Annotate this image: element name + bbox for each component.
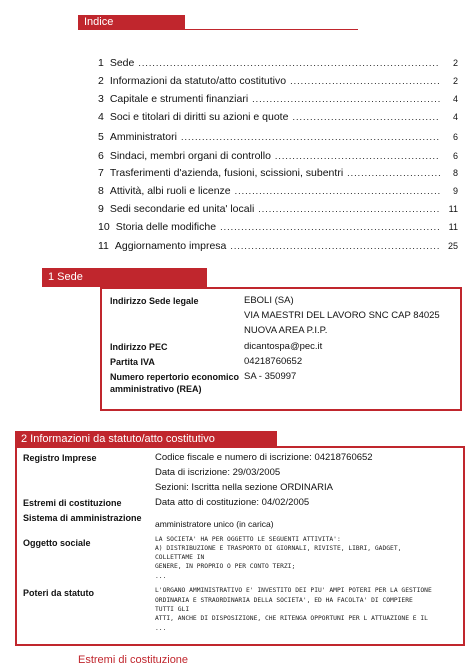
- toc-item-page: 11: [448, 204, 458, 214]
- toc-item-leader-dots: [138, 56, 440, 71]
- toc-item-number: 6: [98, 150, 104, 162]
- toc-item-page: 4: [452, 94, 458, 104]
- toc-item-leader-dots: [235, 184, 440, 199]
- index-title: Indice: [84, 16, 114, 28]
- toc-item-label: Amministratori: [109, 131, 177, 143]
- toc-item-label: Informazioni da statuto/atto costitutivo: [109, 75, 287, 87]
- toc-item-number: 4: [98, 111, 104, 123]
- toc-item-page: 11: [448, 222, 458, 232]
- oggetto-line-1: LA SOCIETA' HA PER OGGETTO LE SEGUENTI ATTIVITA':: [155, 536, 341, 543]
- sistema-label: Sistema di amministrazione: [23, 513, 142, 523]
- statuto-title: 2 Informazioni da statuto/atto costitutivo: [21, 433, 215, 445]
- toc-item-number: 7: [98, 167, 104, 179]
- toc-item-page: 6: [452, 132, 458, 142]
- toc-item-leader-dots: [290, 74, 440, 89]
- index-banner: [78, 15, 185, 30]
- index-banner-underline: [78, 29, 358, 30]
- oggetto-line-3: COLLETTAME IN: [155, 554, 205, 561]
- toc-item-leader-dots: [292, 110, 440, 125]
- toc-item-leader-dots: [230, 239, 440, 254]
- toc-item-leader-dots: [275, 149, 440, 164]
- indirizzo-line-1: EBOLI (SA): [244, 295, 294, 306]
- estremi-value: Data atto di costituzione: 04/02/2005: [155, 497, 310, 508]
- next-section-title: Estremi di costituzione: [78, 654, 189, 666]
- toc-item-label: Trasferimenti d'azienda, fusioni, scissioni, subentri: [109, 167, 344, 179]
- toc-item-label: Sindaci, membri organi di controllo: [109, 150, 271, 162]
- poteri-line-2: ORDINARIA E STRAORDINARIA DELLA SOCIETA', ED HA FACOLTA' DI COMPIERE: [155, 597, 413, 604]
- poteri-line-5: ...: [155, 625, 167, 632]
- toc-item-label: Sedi secondarie ed unita' locali: [109, 203, 255, 215]
- oggetto-line-2: A) DISTRIBUZIONE E TRASPORTO DI GIORNALI, RIVISTE, LIBRI, GADGET,: [155, 545, 402, 552]
- toc-item-leader-dots: [347, 166, 440, 181]
- pec-value: dicantospa@pec.it: [244, 341, 323, 352]
- toc-item-label: Capitale e strumenti finanziari: [109, 93, 249, 105]
- toc-item-label: Sede: [109, 57, 135, 69]
- sistema-value: amministratore unico (in carica): [155, 519, 274, 529]
- toc-item-number: 10: [98, 221, 110, 233]
- toc-item-number: 8: [98, 185, 104, 197]
- toc-item-page: 25: [447, 241, 458, 251]
- toc-item[interactable]: [98, 56, 458, 71]
- toc-item-label: Attività, albi ruoli e licenze: [109, 185, 231, 197]
- toc-item-leader-dots: [258, 202, 440, 217]
- poteri-line-1: L'ORGANO AMMINISTRATIVO E' INVESTITO DEI PIU' AMPI POTERI PER LA GESTIONE: [155, 587, 432, 594]
- sede-title: 1 Sede: [48, 271, 83, 283]
- rea-label-line-1: Numero repertorio economico: [110, 372, 240, 382]
- toc-item[interactable]: [98, 130, 458, 145]
- toc-item-number: 1: [98, 57, 104, 69]
- toc-item-label: Aggiornamento impresa: [114, 240, 227, 252]
- toc-item[interactable]: [98, 220, 458, 235]
- registro-line-3: Sezioni: Iscritta nella sezione ORDINARIA: [155, 482, 333, 493]
- oggetto-line-4: GENERE, IN PROPRIO O PER CONTO TERZI;: [155, 563, 296, 570]
- indirizzo-line-3: NUOVA AREA P.I.P.: [244, 325, 328, 336]
- poteri-line-4: ATTI, ANCHE DI DISPOSIZIONE, CHE RITENGA OPPORTUNI PER L ATTUAZIONE E IL: [155, 615, 428, 622]
- toc-item-page: 6: [452, 151, 458, 161]
- poteri-line-3: TUTTI GLI: [155, 606, 190, 613]
- indirizzo-label: Indirizzo Sede legale: [110, 296, 199, 306]
- registro-line-2: Data di iscrizione: 29/03/2005: [155, 467, 281, 478]
- toc-item-number: 9: [98, 203, 104, 215]
- toc-item[interactable]: [98, 92, 458, 107]
- toc-item-number: 11: [98, 240, 109, 252]
- toc-item-label: Storia delle modifiche: [115, 221, 217, 233]
- iva-value: 04218760652: [244, 356, 303, 367]
- toc-item-leader-dots: [181, 130, 440, 145]
- toc-item-leader-dots: [252, 92, 440, 107]
- sede-banner: [42, 268, 207, 287]
- rea-label-line-2: amministrativo (REA): [110, 384, 202, 394]
- poteri-label: Poteri da statuto: [23, 588, 95, 598]
- toc-item-page: 2: [452, 76, 458, 86]
- registro-line-1: Codice fiscale e numero di iscrizione: 04218760652: [155, 452, 373, 463]
- toc-item[interactable]: [98, 74, 458, 89]
- toc-item[interactable]: [98, 166, 458, 181]
- toc-item[interactable]: [98, 149, 458, 164]
- toc-item-page: 8: [452, 168, 458, 178]
- toc-item-leader-dots: [220, 220, 440, 235]
- pec-label: Indirizzo PEC: [110, 342, 168, 352]
- toc-item[interactable]: [98, 110, 458, 125]
- estremi-label: Estremi di costituzione: [23, 498, 122, 508]
- toc-item-page: 9: [452, 186, 458, 196]
- toc-item-page: 4: [452, 112, 458, 122]
- registro-label: Registro Imprese: [23, 453, 97, 463]
- oggetto-label: Oggetto sociale: [23, 538, 91, 548]
- toc-item-label: Soci e titolari di diritti su azioni e quote: [109, 111, 289, 123]
- toc-item[interactable]: [98, 202, 458, 217]
- iva-label: Partita IVA: [110, 357, 155, 367]
- indirizzo-line-2: VIA MAESTRI DEL LAVORO SNC CAP 84025: [244, 310, 440, 321]
- oggetto-line-5: ...: [155, 573, 167, 580]
- toc-item[interactable]: [98, 184, 458, 199]
- toc-item-number: 5: [98, 131, 104, 143]
- toc-item[interactable]: [98, 239, 458, 254]
- rea-value: SA - 350997: [244, 371, 297, 382]
- toc-item-number: 2: [98, 75, 104, 87]
- toc-item-number: 3: [98, 93, 104, 105]
- toc-item-page: 2: [452, 58, 458, 68]
